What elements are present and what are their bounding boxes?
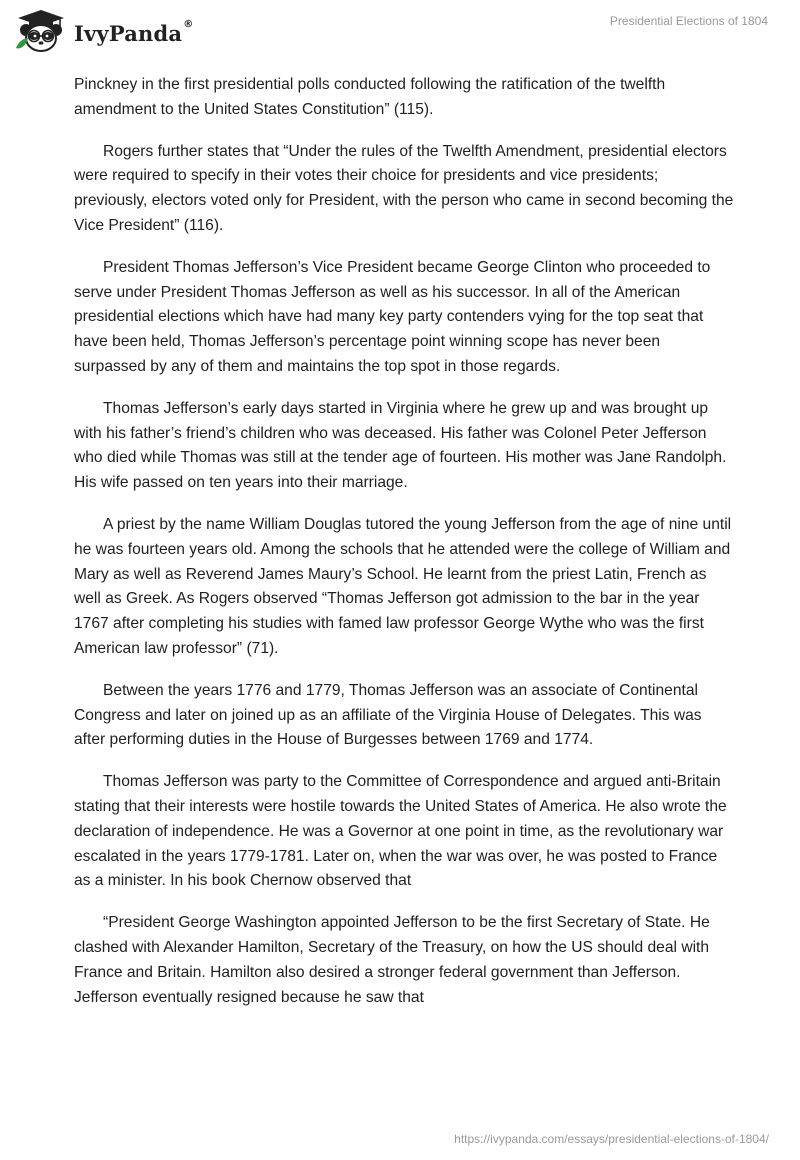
brand-label: IvyPanda — [74, 20, 183, 46]
document-title: Presidential Elections of 1804 — [609, 14, 768, 28]
brand-name — [74, 18, 194, 46]
paragraph: Thomas Jefferson’s early days started in Virginia where he grew up and was brought up with his father’s friend’s children who was deceased. His father was Colonel Peter Jefferson who died while Thomas was still at the tender age of fourteen. His mother was Jane Randolph. His wife passed on ten years into their marriage. — [74, 399, 727, 492]
registered-mark: ® — [183, 18, 194, 30]
paragraph: Rogers further states that “Under the rules of the Twelfth Amendment, presidential electors were required to specify in their votes their choice for presidents and vice presidents; previously, electors voted only for President, with the person who came in second becoming the Vice President” (116). — [74, 142, 734, 234]
paragraph: A priest by the name William Douglas tutored the young Jefferson from the age of nine until he was fourteen years old. Among the schools that he attended were the college of William and Mary as well as Reverend James Maury’s School. He learnt from the priest Latin, French as well as Greek. As Rogers observed “Thomas Jefferson got admission to the bar in the year 1767 after completing his studies with famed law professor George Wythe who was the first American law professor” (71). — [74, 515, 732, 657]
paragraph: Pinckney in the first presidential polls conducted following the ratification of the twelfth amendment to the United States Constitution” (115). — [74, 76, 666, 118]
paragraph: Thomas Jefferson was party to the Committee of Correspondence and argued anti-Britain stating that their interests were hostile towards the United States of America. He also wrote the declaration of independence. He was a Governor at one point in time, as the revolutionary war escalated in the years 1779-1781. Later on, when the war was over, he was posted to France as a minister. In his book Chernow observed that — [74, 773, 727, 890]
paragraph: President Thomas Jefferson’s Vice President became George Clinton who proceeded to serve under President Thomas Jefferson as well as his successor. In all of the American presidential elections which have had many key party contenders vying for the top seat that have been held, Thomas Jefferson’s percentage point winning scope has never been surpassed by any of them and maintains the top spot in those regards. — [74, 258, 711, 375]
paragraph: “President George Washington appointed Jefferson to be the first Secretary of State. He clashed with Alexander Hamilton, Secretary of the Treasury, on how the US should deal with France and Britain. Hamilton also desired a stronger federal government than Jefferson. Jefferson eventually resigned because he saw that — [74, 914, 710, 1006]
paragraph: Between the years 1776 and 1779, Thomas Jefferson was an associate of Continental Congress and later on joined up as an affiliate of the Virginia House of Delegates. This was after performing duties in the House of Burgesses between 1769 and 1774. — [74, 681, 702, 749]
source-url-link[interactable]: https://ivypanda.com/essays/presidential-elections-of-1804/ — [454, 1132, 769, 1146]
page-header — [0, 0, 800, 68]
ivypanda-logo[interactable] — [14, 8, 193, 54]
panda-graduate-icon — [14, 8, 68, 54]
essay-body — [74, 73, 734, 1027]
